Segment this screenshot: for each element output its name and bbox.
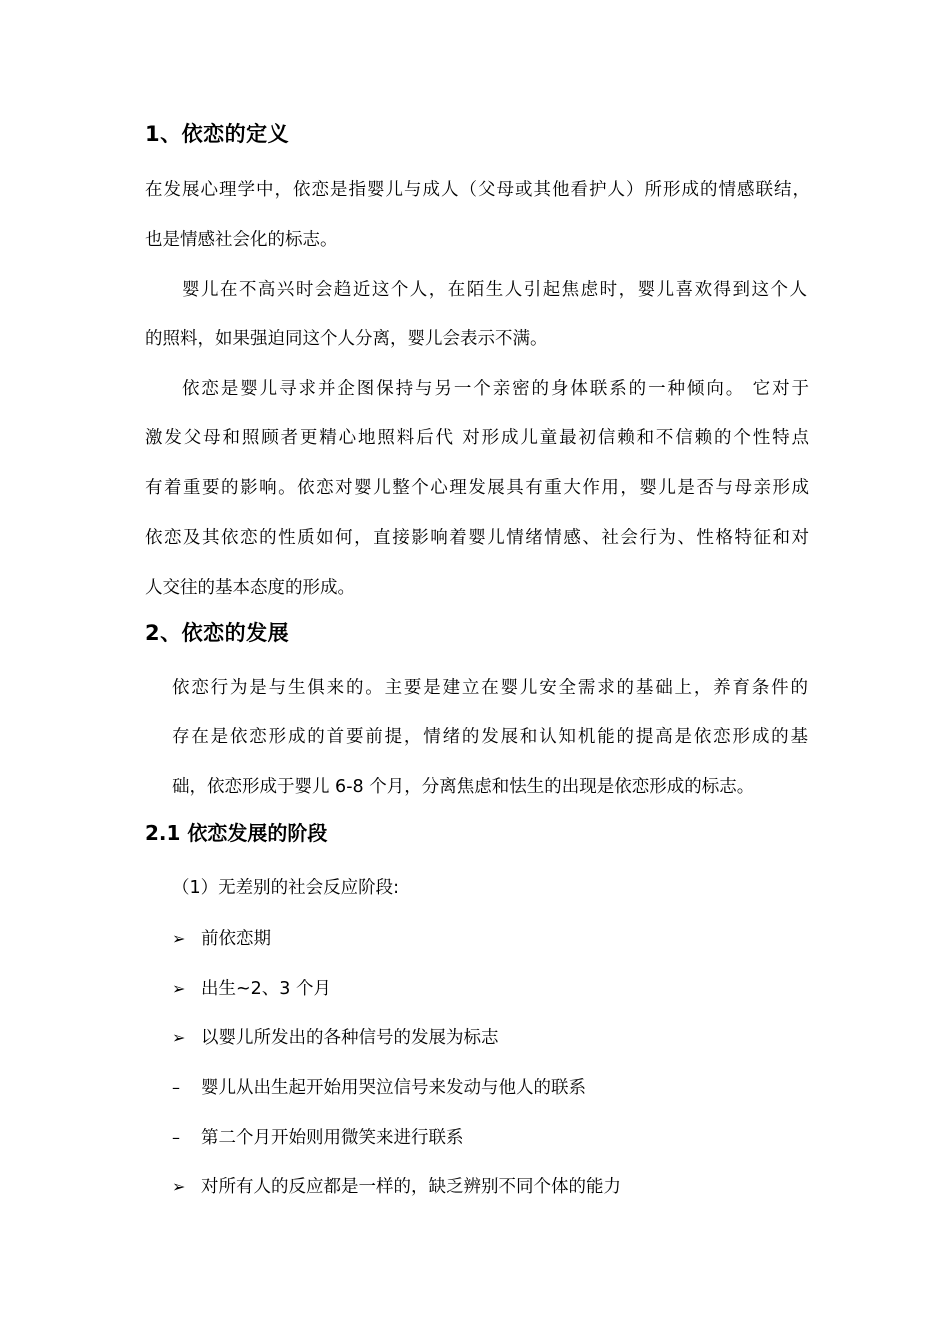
list-item xyxy=(172,925,271,950)
section-1-para-1-line-1: 在发展心理学中，依恋是指婴儿与成人（父母或其他看护人）所形成的情感联结， xyxy=(145,180,810,200)
list-item xyxy=(172,1173,621,1198)
list-item-text: 以婴儿所发出的各种信号的发展为标志 xyxy=(201,1028,499,1048)
section-1-para-3-line-1: 依恋是婴儿寻求并企图保持与另一个亲密的身体联系的一种倾向。 它对于 xyxy=(182,379,809,399)
section-1-heading: 1、依恋的定义 xyxy=(145,122,290,146)
list-item xyxy=(172,1024,499,1049)
section-1-para-3-line-5: 人交往的基本态度的形成。 xyxy=(145,578,355,598)
arrow-bullet-icon: ➢ xyxy=(172,979,186,998)
list-item xyxy=(172,975,331,1000)
section-2-para-line-1: 依恋行为是与生俱来的。主要是建立在婴儿安全需求的基础上，养育条件的 xyxy=(172,678,808,698)
section-2-para-line-3: 础，依恋形成于婴儿 6-8 个月，分离焦虑和怯生的出现是依恋形成的标志。 xyxy=(172,777,755,797)
section-1-para-1-line-2: 也是情感社会化的标志。 xyxy=(145,230,338,250)
arrow-bullet-icon: ➢ xyxy=(172,929,186,948)
list-item-text: 对所有人的反应都是一样的，缺乏辨别不同个体的能力 xyxy=(201,1177,621,1197)
dash-bullet-icon: – xyxy=(172,1128,180,1147)
arrow-bullet-icon: ➢ xyxy=(172,1177,186,1196)
section-2-heading: 2、依恋的发展 xyxy=(145,621,290,645)
section-1-para-2-line-1: 婴儿在不高兴时会趋近这个人，在陌生人引起焦虑时，婴儿喜欢得到这个人 xyxy=(182,280,807,300)
list-item-text: 第二个月开始则用微笑来进行联系 xyxy=(201,1128,464,1148)
arrow-bullet-icon: ➢ xyxy=(172,1028,186,1047)
list-item-text: 前依恋期 xyxy=(201,929,271,949)
stage-label: （1）无差别的社会反应阶段: xyxy=(172,878,400,898)
section-1-para-2-line-2: 的照料，如果强迫同这个人分离，婴儿会表示不满。 xyxy=(145,329,548,349)
section-1-para-3-line-4: 依恋及其依恋的性质如何，直接影响着婴儿情绪情感、社会行为、性格特征和对 xyxy=(145,528,809,548)
section-1-para-3-line-3: 有着重要的影响。依恋对婴儿整个心理发展具有重大作用，婴儿是否与母亲形成 xyxy=(145,478,809,498)
list-item xyxy=(172,1124,464,1149)
list-item-text: 出生~2、3 个月 xyxy=(201,979,331,999)
list-item xyxy=(172,1074,586,1099)
section-1-para-3-line-2: 激发父母和照顾者更精心地照料后代 对形成儿童最初信赖和不信赖的个性特点 xyxy=(145,428,809,448)
dash-bullet-icon: – xyxy=(172,1078,180,1097)
section-2-para-line-2: 存在是依恋形成的首要前提，情绪的发展和认知机能的提高是依恋形成的基 xyxy=(172,727,808,747)
section-2-1-heading: 2.1 依恋发展的阶段 xyxy=(145,821,328,845)
list-item-text: 婴儿从出生起开始用哭泣信号来发动与他人的联系 xyxy=(201,1078,586,1098)
